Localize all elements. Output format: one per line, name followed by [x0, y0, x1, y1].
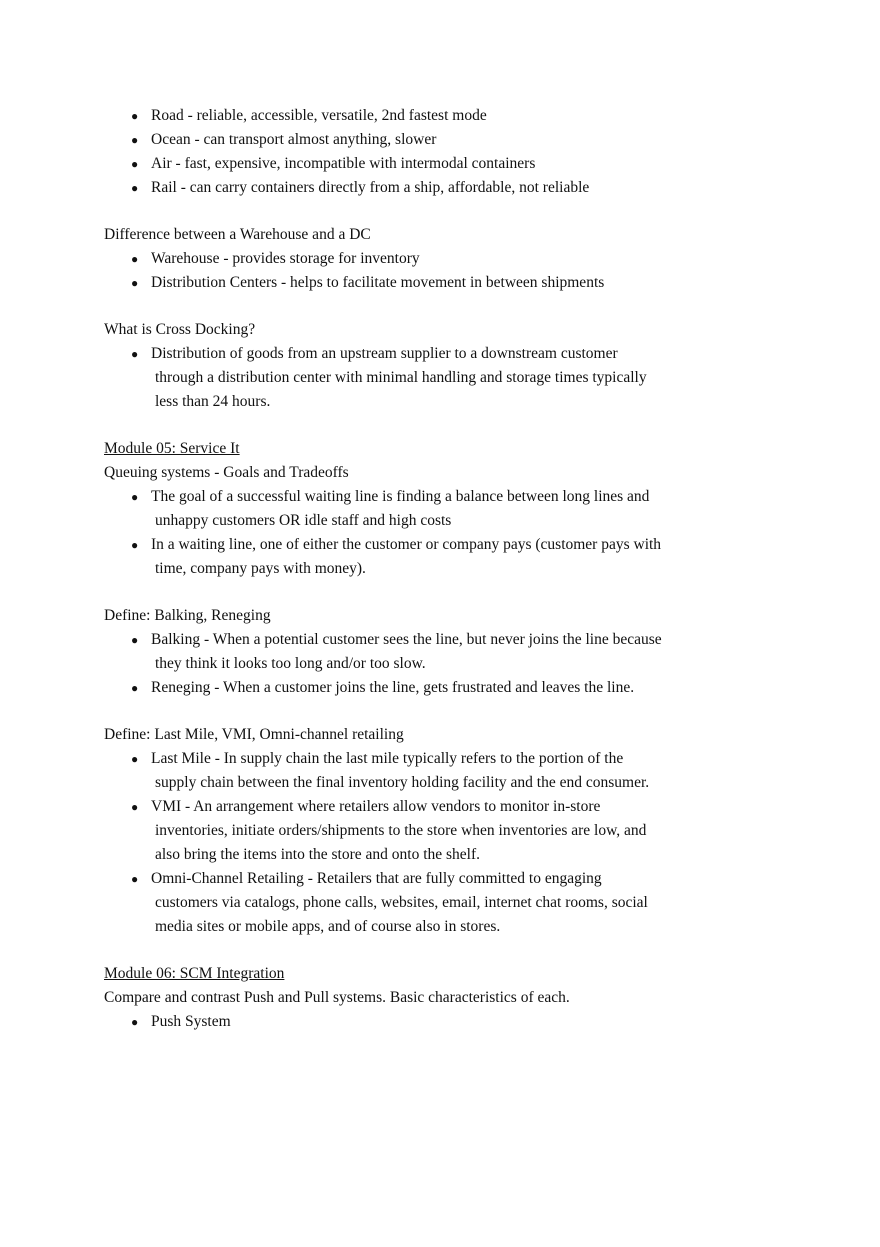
balking-list: [104, 628, 704, 700]
list-item: ● Reneging - When a customer joins the line, gets frustrated and leaves the line.: [104, 676, 704, 700]
bullet-icon: ●: [131, 538, 139, 552]
bullet-icon: ●: [131, 752, 139, 766]
transport-modes-list: [104, 104, 704, 200]
queuing-heading: Queuing systems - Goals and Tradeoffs: [104, 464, 349, 481]
list-item: ● Last Mile - In supply chain the last mile typically refers to the portion of the supply chain between the final inventory holding facility and the end consumer.: [104, 747, 704, 795]
bullet-icon: ●: [131, 681, 139, 695]
balking-heading: Define: Balking, Reneging: [104, 607, 271, 624]
bullet-icon: ●: [131, 157, 139, 171]
list-item: ● Warehouse - provides storage for inventory: [104, 247, 704, 271]
push-pull-heading: Compare and contrast Push and Pull systems. Basic characteristics of each.: [104, 989, 570, 1006]
list-item: ● Rail - can carry containers directly from a ship, affordable, not reliable: [104, 176, 704, 200]
cross-docking-heading: What is Cross Docking?: [104, 321, 256, 338]
list-item: ● Push System: [104, 1010, 704, 1034]
bullet-icon: ●: [131, 800, 139, 814]
list-item: ● Ocean - can transport almost anything, slower: [104, 128, 704, 152]
bullet-icon: ●: [131, 633, 139, 647]
list-item: ● VMI - An arrangement where retailers allow vendors to monitor in-store inventories, initiate orders/shipments to the store when inventories are low, and also bring the items into the store and onto the shelf.: [104, 795, 704, 867]
queuing-list: [104, 485, 704, 581]
lastmile-heading: Define: Last Mile, VMI, Omni-channel retailing: [104, 726, 404, 743]
list-item: ● Omni-Channel Retailing - Retailers that are fully committed to engaging customers via catalogs, phone calls, websites, email, internet chat rooms, social media sites or mobile apps, and of course also in stores.: [104, 867, 704, 939]
bullet-icon: ●: [131, 181, 139, 195]
push-pull-list: [104, 1010, 704, 1034]
list-item: ● The goal of a successful waiting line is finding a balance between long lines and unhappy customers OR idle staff and high costs: [104, 485, 704, 533]
bullet-icon: ●: [131, 109, 139, 123]
module-06-title: Module 06: SCM Integration: [104, 965, 285, 982]
bullet-icon: ●: [131, 872, 139, 886]
document-content: [104, 104, 704, 1034]
module-05-title: Module 05: Service It: [104, 440, 240, 457]
list-item: ● Balking - When a potential customer sees the line, but never joins the line because they think it looks too long and/or too slow.: [104, 628, 704, 676]
bullet-icon: ●: [131, 347, 139, 361]
cross-docking-list: [104, 342, 704, 414]
lastmile-list: [104, 747, 704, 939]
warehouse-dc-heading: Difference between a Warehouse and a DC: [104, 226, 371, 243]
bullet-icon: ●: [131, 490, 139, 504]
bullet-icon: ●: [131, 133, 139, 147]
list-item: ● Air - fast, expensive, incompatible with intermodal containers: [104, 152, 704, 176]
warehouse-dc-list: [104, 247, 704, 295]
list-item: ● Road - reliable, accessible, versatile, 2nd fastest mode: [104, 104, 704, 128]
bullet-icon: ●: [131, 1015, 139, 1029]
list-item: ● In a waiting line, one of either the customer or company pays (customer pays with time, company pays with money).: [104, 533, 704, 581]
list-item: ● Distribution of goods from an upstream supplier to a downstream customer through a distribution center with minimal handling and storage times typically less than 24 hours.: [104, 342, 704, 414]
list-item: ● Distribution Centers - helps to facilitate movement in between shipments: [104, 271, 704, 295]
bullet-icon: ●: [131, 252, 139, 266]
bullet-icon: ●: [131, 276, 139, 290]
